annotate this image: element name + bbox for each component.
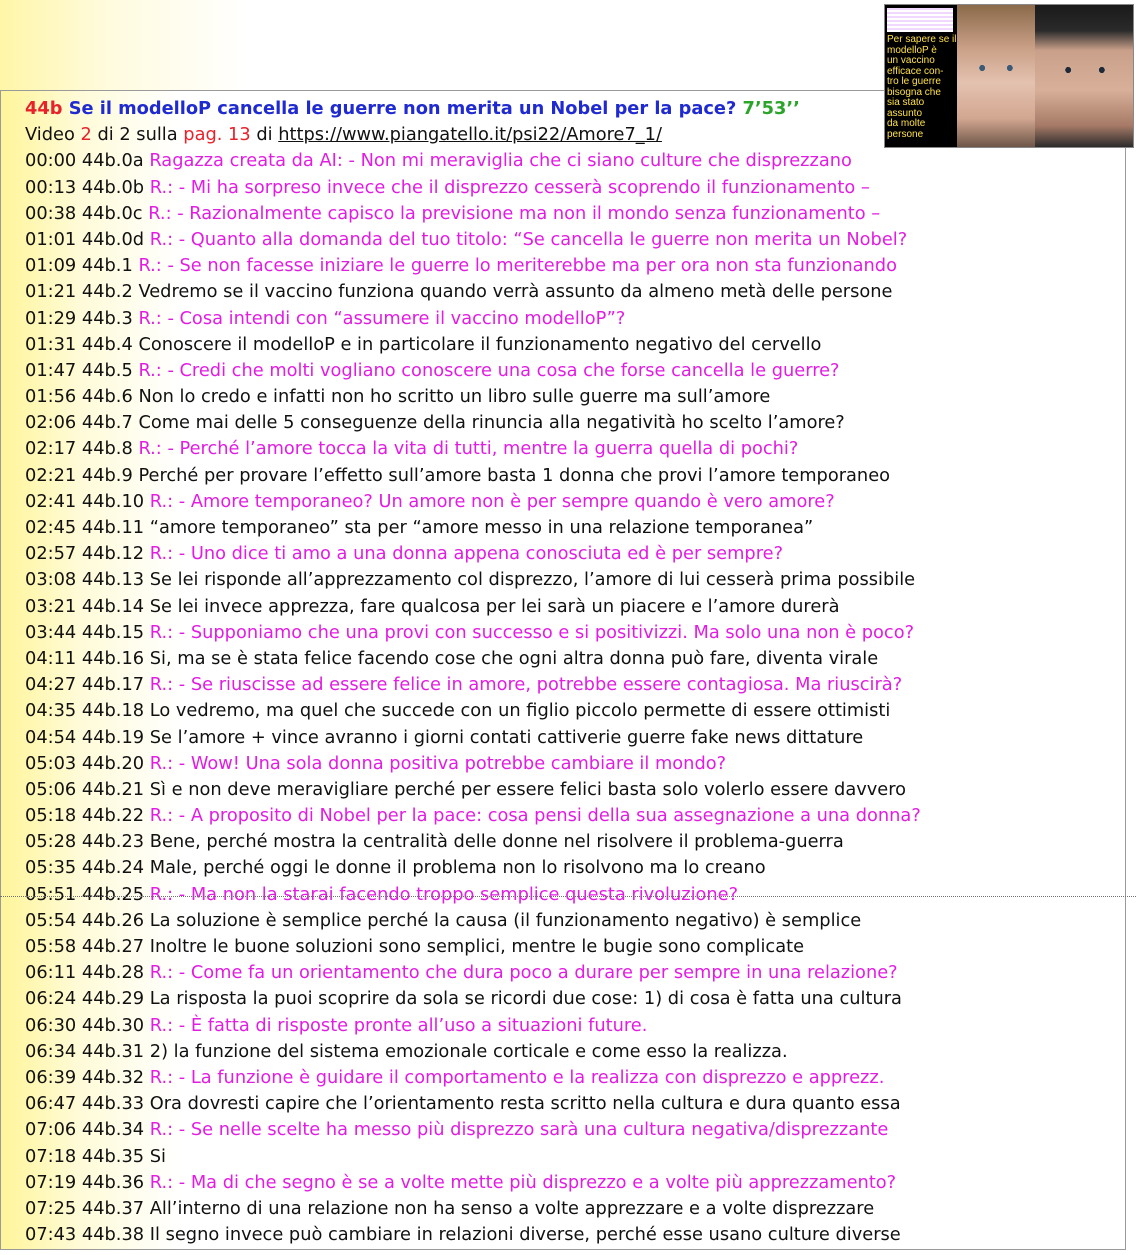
timestamp-ref: 01:29 44b.3: [25, 307, 139, 329]
transcript-line: [25, 1091, 1120, 1117]
timestamp-ref: 03:21 44b.14: [25, 595, 150, 617]
answer-text: La risposta la puoi scoprire da sola se ricordi due cose: 1) di cosa è fatta una cultura: [149, 988, 902, 1010]
transcript-line: [25, 567, 1120, 593]
transcript-line: [25, 829, 1120, 855]
answer-text: Sì e non deve meravigliare perché per essere felici basta solo volerlo essere davvero: [149, 778, 907, 800]
transcript-line: [25, 279, 1120, 305]
timestamp-ref: 02:41 44b.10: [25, 490, 150, 512]
question-text: R.: - Credi che molti vogliano conoscere una cosa che forse cancella le guerre?: [138, 359, 840, 381]
timestamp-ref: 00:13 44b.0b: [25, 176, 150, 198]
question-text: R.: - Ma di che segno è se a volte mette più disprezzo e a volte più apprezzamento?: [149, 1171, 897, 1193]
question-text: R.: - Uno dice ti amo a una donna appena conosciuta ed è per sempre?: [149, 543, 784, 565]
dotted-divider: [0, 896, 1136, 897]
timestamp-ref: 02:06 44b.7: [25, 412, 139, 434]
question-text: R.: - Amore temporaneo? Un amore non è per sempre quando è vero amore?: [149, 490, 835, 512]
question-text: Ragazza creata da AI: - Non mi meraviglia che ci siano culture che disprezzano: [149, 150, 852, 172]
answer-text: “amore temporaneo” sta per “amore messo in una relazione temporanea”: [149, 517, 814, 538]
page-suffix: di: [250, 124, 279, 146]
question-text: R.: - Wow! Una sola donna positiva potrebbe cambiare il mondo?: [149, 752, 727, 774]
question-text: R.: - Supponiamo che una provi con successo e si positivizzi. Ma solo una non è poco?: [149, 621, 915, 643]
transcript-line: [25, 620, 1120, 646]
transcript-line: [25, 1013, 1120, 1039]
timestamp-ref: 05:03 44b.20: [25, 752, 150, 774]
video-code: 44b: [25, 98, 63, 119]
transcript-lines: [25, 148, 1120, 1248]
transcript-line: [25, 332, 1120, 358]
question-text: R.: - Se nelle scelte ha messo più disprezzo sarà una cultura negativa/disprezzante: [149, 1119, 889, 1141]
timestamp-ref: 05:51 44b.25: [25, 883, 150, 905]
question-text: R.: - A proposito di Nobel per la pace: cosa pensi della sua assegnazione a una donna?: [149, 805, 921, 827]
question-text: R.: - Se riuscisse ad essere felice in amore, potrebbe essere contagiosa. Ma riuscirà?: [149, 674, 903, 696]
transcript-line: [25, 306, 1120, 332]
question-text: R.: - È fatta di risposte pronte all’uso a situazioni future.: [149, 1014, 648, 1036]
timestamp-ref: 07:43 44b.38: [25, 1224, 150, 1246]
transcript-line: [25, 541, 1120, 567]
timestamp-ref: 06:39 44b.32: [25, 1066, 150, 1088]
transcript-line: [25, 882, 1120, 908]
transcript-line: [25, 855, 1120, 881]
timestamp-ref: 01:21 44b.2: [25, 281, 139, 303]
answer-text: Vedremo se il vaccino funziona quando verrà assunto da almeno metà delle persone: [138, 281, 893, 303]
answer-text: Lo vedremo, ma quel che succede con un figlio piccolo permette di essere ottimisti: [149, 700, 891, 722]
transcript-line: [25, 148, 1120, 174]
transcript-line: [25, 1117, 1120, 1143]
answer-text: Male, perché oggi le donne il problema non lo risolvono ma lo creano: [149, 857, 766, 879]
timestamp-ref: 06:47 44b.33: [25, 1093, 150, 1115]
question-text: R.: - Se non facesse iniziare le guerre lo meriterebbe ma per ora non sta funzionando: [138, 255, 897, 277]
answer-text: Inoltre le buone soluzioni sono semplici, mentre le bugie sono complicate: [149, 936, 805, 957]
thumbnail-caption: Per sapere se il modelloP è un vaccino efficace con- tro le guerre bisogna che sia stato assunto da molte persone: [887, 34, 957, 140]
timestamp-ref: 00:00 44b.0a: [25, 150, 150, 172]
answer-text: Ora dovresti capire che l’orientamento resta scritto nella cultura e dura quanto essa: [149, 1093, 901, 1115]
timestamp-ref: 01:47 44b.5: [25, 359, 139, 381]
timestamp-ref: 01:31 44b.4: [25, 333, 139, 355]
timestamp-ref: 05:06 44b.21: [25, 778, 150, 800]
transcript-line: [25, 803, 1120, 829]
timestamp-ref: 01:09 44b.1: [25, 255, 139, 277]
transcript-line: [25, 1144, 1120, 1170]
video-info-line: [25, 122, 1120, 148]
page-label: pag. 13: [183, 124, 251, 146]
answer-text: Come mai delle 5 conseguenze della rinuncia alla negatività ho scelto l’amore?: [138, 412, 845, 434]
timestamp-ref: 07:25 44b.37: [25, 1197, 150, 1219]
answer-text: Se lei invece apprezza, fare qualcosa per lei sarà un piacere e l’amore durerà: [149, 595, 840, 617]
answer-text: Il segno invece può cambiare in relazioni diverse, perché esse usano culture diverse: [149, 1224, 901, 1246]
answer-text: Bene, perché mostra la centralità delle donne nel risolvere il problema-guerra: [149, 831, 844, 853]
transcript-line: [25, 646, 1120, 672]
timestamp-ref: 02:45 44b.11: [25, 517, 150, 538]
question-text: R.: - La funzione è guidare il comportamento e la realizza con disprezzo e apprezz.: [149, 1066, 885, 1088]
timestamp-ref: 01:01 44b.0d: [25, 228, 150, 250]
answer-text: All’interno di una relazione non ha senso a volte apprezzare e a volte disprezzare: [149, 1197, 875, 1219]
timestamp-ref: 05:54 44b.26: [25, 909, 150, 931]
transcript-line: [25, 489, 1120, 515]
transcript-line: [25, 1065, 1120, 1091]
timestamp-ref: 04:11 44b.16: [25, 647, 150, 669]
transcript-line: [25, 436, 1120, 462]
timestamp-ref: 02:17 44b.8: [25, 438, 139, 460]
transcript-line: [25, 594, 1120, 620]
video-number: 2: [80, 124, 92, 146]
timestamp-ref: 05:58 44b.27: [25, 936, 150, 957]
transcript-line: [25, 201, 1120, 227]
transcript: [25, 96, 1120, 1248]
transcript-line: [25, 1039, 1120, 1065]
timestamp-ref: 05:28 44b.23: [25, 831, 150, 853]
timestamp-ref: 05:35 44b.24: [25, 857, 150, 879]
timestamp-ref: 07:18 44b.35: [25, 1145, 150, 1167]
answer-text: Perché per provare l’effetto sull’amore basta 1 donna che provi l’amore temporaneo: [138, 464, 891, 486]
question-text: R.: - Perché l’amore tocca la vita di tutti, mentre la guerra quella di pochi?: [138, 438, 799, 460]
timestamp-ref: 06:34 44b.31: [25, 1040, 150, 1062]
transcript-line: [25, 908, 1120, 934]
answer-text: Se lei risponde all’apprezzamento col disprezzo, l’amore di lui cesserà prima possibile: [149, 569, 916, 591]
video-prefix: Video: [25, 124, 81, 146]
answer-text: Se l’amore + vince avranno i giorni contati cattiverie guerre fake news dittature: [149, 726, 864, 748]
transcript-line: [25, 725, 1120, 751]
question-text: R.: - Ma non la starai facendo troppo semplice questa rivoluzione?: [149, 883, 739, 905]
transcript-line: [25, 698, 1120, 724]
transcript-line: [25, 1196, 1120, 1222]
answer-text: Non lo credo e infatti non ho scritto un libro sulle guerre ma sull’amore: [138, 386, 771, 408]
transcript-line: [25, 672, 1120, 698]
title-text: Se il modelloP cancella le guerre non merita un Nobel per la pace?: [68, 98, 737, 119]
answer-text: La soluzione è semplice perché la causa (il funzionamento negativo) è semplice: [149, 909, 862, 931]
transcript-line: [25, 1222, 1120, 1248]
transcript-line: [25, 934, 1120, 960]
answer-text: 2) la funzione del sistema emozionale corticale e come esso la realizza.: [149, 1040, 788, 1062]
answer-text: Conoscere il modelloP e in particolare il funzionamento negativo del cervello: [138, 333, 822, 355]
question-text: R.: - Come fa un orientamento che dura poco a durare per sempre in una relazione?: [149, 962, 898, 984]
timestamp-ref: 05:18 44b.22: [25, 805, 150, 827]
transcript-line: [25, 227, 1120, 253]
timestamp-ref: 04:27 44b.17: [25, 674, 150, 696]
answer-text: Si: [149, 1145, 166, 1167]
timestamp-ref: 03:44 44b.15: [25, 621, 150, 643]
transcript-line: [25, 1170, 1120, 1196]
transcript-line: [25, 960, 1120, 986]
transcript-line: [25, 751, 1120, 777]
page-title: [25, 96, 1120, 122]
question-text: R.: - Mi ha sorpreso invece che il disprezzo cesserà scoprendo il funzionamento –: [149, 176, 870, 198]
page-url-link[interactable]: https://www.piangatello.it/psi22/Amore7_1/: [278, 124, 662, 146]
answer-text: Si, ma se è stata felice facendo cose che ogni altra donna può fare, diventa virale: [149, 647, 879, 669]
timestamp-ref: 04:54 44b.19: [25, 726, 150, 748]
timestamp-ref: 02:57 44b.12: [25, 543, 150, 565]
transcript-line: [25, 358, 1120, 384]
timestamp-ref: 06:24 44b.29: [25, 988, 150, 1010]
video-duration: 7’53’’: [742, 98, 800, 119]
transcript-line: [25, 410, 1120, 436]
timestamp-ref: 02:21 44b.9: [25, 464, 139, 486]
transcript-line: [25, 384, 1120, 410]
transcript-line: [25, 175, 1120, 201]
transcript-line: [25, 515, 1120, 541]
timestamp-ref: 01:56 44b.6: [25, 386, 139, 408]
transcript-line: [25, 986, 1120, 1012]
timestamp-ref: 03:08 44b.13: [25, 569, 150, 591]
timestamp-ref: 00:38 44b.0c: [25, 202, 149, 224]
question-text: R.: - Cosa intendi con “assumere il vaccino modelloP”?: [138, 307, 626, 329]
question-text: R.: - Razionalmente capisco la previsione ma non il mondo senza funzionamento –: [148, 202, 881, 224]
transcript-line: [25, 253, 1120, 279]
video-mid-text: di 2 sulla: [91, 124, 184, 146]
thumbnail-mini-page: [887, 8, 953, 32]
question-text: R.: - Quanto alla domanda del tuo titolo: “Se cancella le guerre non merita un Nobel?: [149, 228, 908, 250]
transcript-line: [25, 777, 1120, 803]
timestamp-ref: 06:30 44b.30: [25, 1014, 150, 1036]
timestamp-ref: 07:19 44b.36: [25, 1171, 150, 1193]
timestamp-ref: 07:06 44b.34: [25, 1119, 150, 1141]
timestamp-ref: 06:11 44b.28: [25, 962, 150, 984]
transcript-line: [25, 463, 1120, 489]
timestamp-ref: 04:35 44b.18: [25, 700, 150, 722]
